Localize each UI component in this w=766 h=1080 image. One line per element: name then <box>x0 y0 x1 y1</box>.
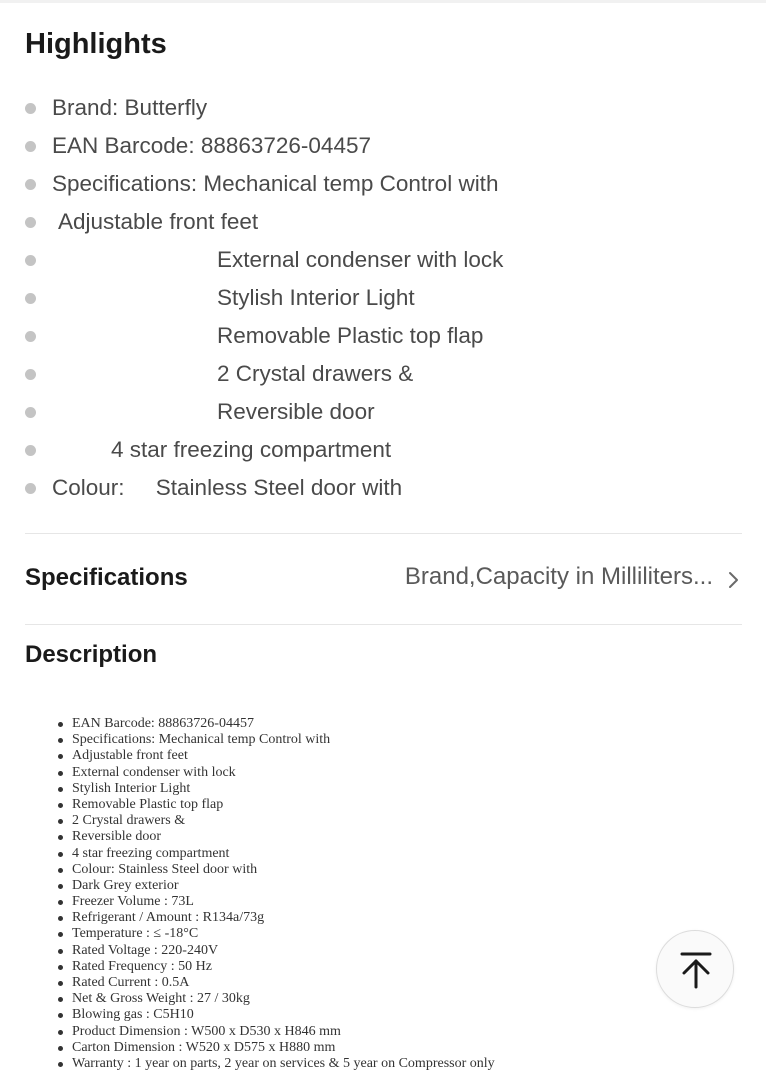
highlight-item: 2 Crystal drawers & <box>0 355 766 393</box>
top-divider <box>0 0 766 3</box>
bullet-icon <box>25 141 36 152</box>
specifications-label: Specifications <box>25 564 188 591</box>
description-item: Blowing gas : C5H10 <box>72 1007 672 1023</box>
description-item: Temperature : ≤ -18°C <box>72 926 672 942</box>
description-item: Carton Dimension : W520 x D575 x H880 mm <box>72 1040 672 1056</box>
bullet-icon <box>25 445 36 456</box>
description-item: Colour: Stainless Steel door with <box>72 862 672 878</box>
highlight-item: External condenser with lock <box>0 241 766 279</box>
highlight-item: Stylish Interior Light <box>0 279 766 317</box>
description-item: Refrigerant / Amount : R134a/73g <box>72 910 672 926</box>
description-item: Stylish Interior Light <box>72 781 672 797</box>
description-item: Net & Gross Weight : 27 / 30kg <box>72 991 672 1007</box>
bullet-icon <box>25 179 36 190</box>
description-list <box>72 716 672 1072</box>
description-item: Rated Frequency : 50 Hz <box>72 959 672 975</box>
highlight-item: Brand: Butterfly <box>0 89 766 127</box>
bullet-icon <box>25 407 36 418</box>
description-item: Reversible door <box>72 829 672 845</box>
bullet-icon <box>25 293 36 304</box>
section-divider <box>25 624 742 625</box>
description-item: Rated Voltage : 220-240V <box>72 943 672 959</box>
highlight-item: Removable Plastic top flap <box>0 317 766 355</box>
description-item: Product Dimension : W500 x D530 x H846 mm <box>72 1024 672 1040</box>
specifications-summary: Brand,Capacity in Milliliters... <box>404 563 713 590</box>
description-item: External condenser with lock <box>72 765 672 781</box>
description-item: Warranty : 1 year on parts, 2 year on services & 5 year on Compressor only <box>72 1056 672 1072</box>
description-item: 2 Crystal drawers & <box>72 813 672 829</box>
description-title: Description <box>25 641 158 668</box>
description-item: Rated Current : 0.5A <box>72 975 672 991</box>
description-item: EAN Barcode: 88863726-04457 <box>72 716 672 732</box>
highlight-item: 4 star freezing compartment <box>0 431 766 469</box>
bullet-icon <box>25 483 36 494</box>
description-item: 4 star freezing compartment <box>72 846 672 862</box>
bullet-icon <box>25 331 36 342</box>
highlight-item: Specifications: Mechanical temp Control with <box>0 165 766 203</box>
scroll-to-top-button[interactable] <box>656 930 734 1008</box>
highlights-title: Highlights <box>25 28 167 60</box>
bullet-icon <box>25 217 36 228</box>
bullet-icon <box>25 369 36 380</box>
bullet-icon <box>25 103 36 114</box>
description-item: Adjustable front feet <box>72 748 672 764</box>
highlights-list <box>0 89 766 507</box>
bullet-icon <box>25 255 36 266</box>
highlight-item: Adjustable front feet <box>0 203 766 241</box>
description-item: Specifications: Mechanical temp Control with <box>72 732 672 748</box>
chevron-right-icon <box>727 570 740 590</box>
highlight-item: EAN Barcode: 88863726-04457 <box>0 127 766 165</box>
arrow-up-to-top-icon <box>678 951 714 989</box>
highlight-item: Reversible door <box>0 393 766 431</box>
description-item: Dark Grey exterior <box>72 878 672 894</box>
description-item: Removable Plastic top flap <box>72 797 672 813</box>
highlight-item: Colour: Stainless Steel door with <box>0 469 766 507</box>
description-item: Freezer Volume : 73L <box>72 894 672 910</box>
specifications-row[interactable] <box>0 534 766 624</box>
